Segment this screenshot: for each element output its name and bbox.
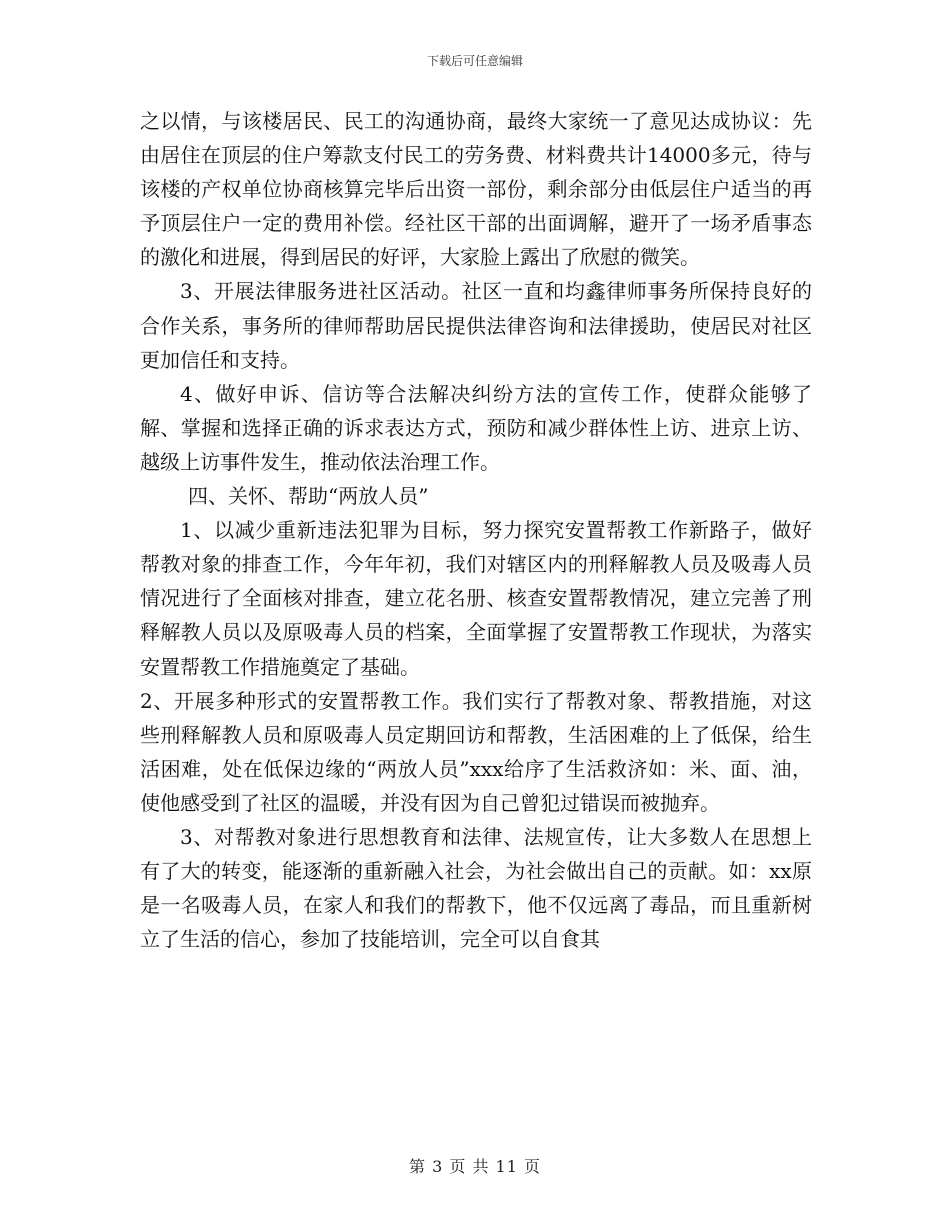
document-body [140, 104, 812, 956]
paragraph-education: 3、对帮教对象进行思想教育和法律、法规宣传，让大多数人在思想上有了大的转变，能逐渐的重新融入社会，为社会做出自己的贡献。如：xx原是一名吸毒人员，在家人和我们的帮教下，他不仅远离了毒品，而且重新树立了生活的信心，参加了技能培训，完全可以自食其 [140, 824, 812, 952]
page-number-footer: 第 3 页 共 11 页 [409, 1157, 541, 1176]
paragraph-resettlement: 2、开展多种形式的安置帮教工作。我们实行了帮教对象、帮教措施，对这些刑释解教人员和原吸毒人员定期回访和帮教，生活困难的上了低保，给生活困难，处在低保边缘的“两放人员”xxx给序了生活救济如：米、面、油，使他感受到了社区的温暖，并没有因为自己曾犯过错误而被抛弃。 [140, 688, 812, 815]
paragraph-mediation-continued: 之以情，与该楼居民、民工的沟通协商，最终大家统一了意见达成协议：先由居住在顶层的住户筹款支付民工的劳务费、材料费共计14000多元，待与该楼的产权单位协商核算完毕后出资一部份，剩余部分由低层住户适当的再予顶层住户一定的费用补偿。经社区干部的出面调解，避开了一场矛盾事态的激化和进展，得到居民的好评，大家脸上露出了欣慰的微笑。 [140, 109, 812, 270]
section-heading-care: 四、关怀、帮助“两放人员” [188, 484, 429, 509]
paragraph-screening: 1、以减少重新违法犯罪为目标，努力探究安置帮教工作新路子，做好帮教对象的排查工作，今年年初，我们对辖区内的刑释解教人员及吸毒人员情况进行了全面核对排查，建立花名册、核查安置帮教情况，建立完善了刑释解教人员以及原吸毒人员的档案，全面掌握了安置帮教工作现状，为落实安置帮教工作措施奠定了基础。 [140, 518, 812, 679]
paragraph-legal-service: 3、开展法律服务进社区活动。社区一直和均鑫律师事务所保持良好的合作关系，事务所的律师帮助居民提供法律咨询和法律援助，使居民对社区更加信任和支持。 [140, 279, 812, 372]
page-header-note: 下载后可任意编辑 [426, 54, 523, 68]
paragraph-petition-publicity: 4、做好申诉、信访等合法解决纠纷方法的宣传工作，使群众能够了解、掌握和选择正确的诉求表达方式，预防和减少群体性上访、进京上访、越级上访事件发生，推动依法治理工作。 [140, 381, 812, 474]
